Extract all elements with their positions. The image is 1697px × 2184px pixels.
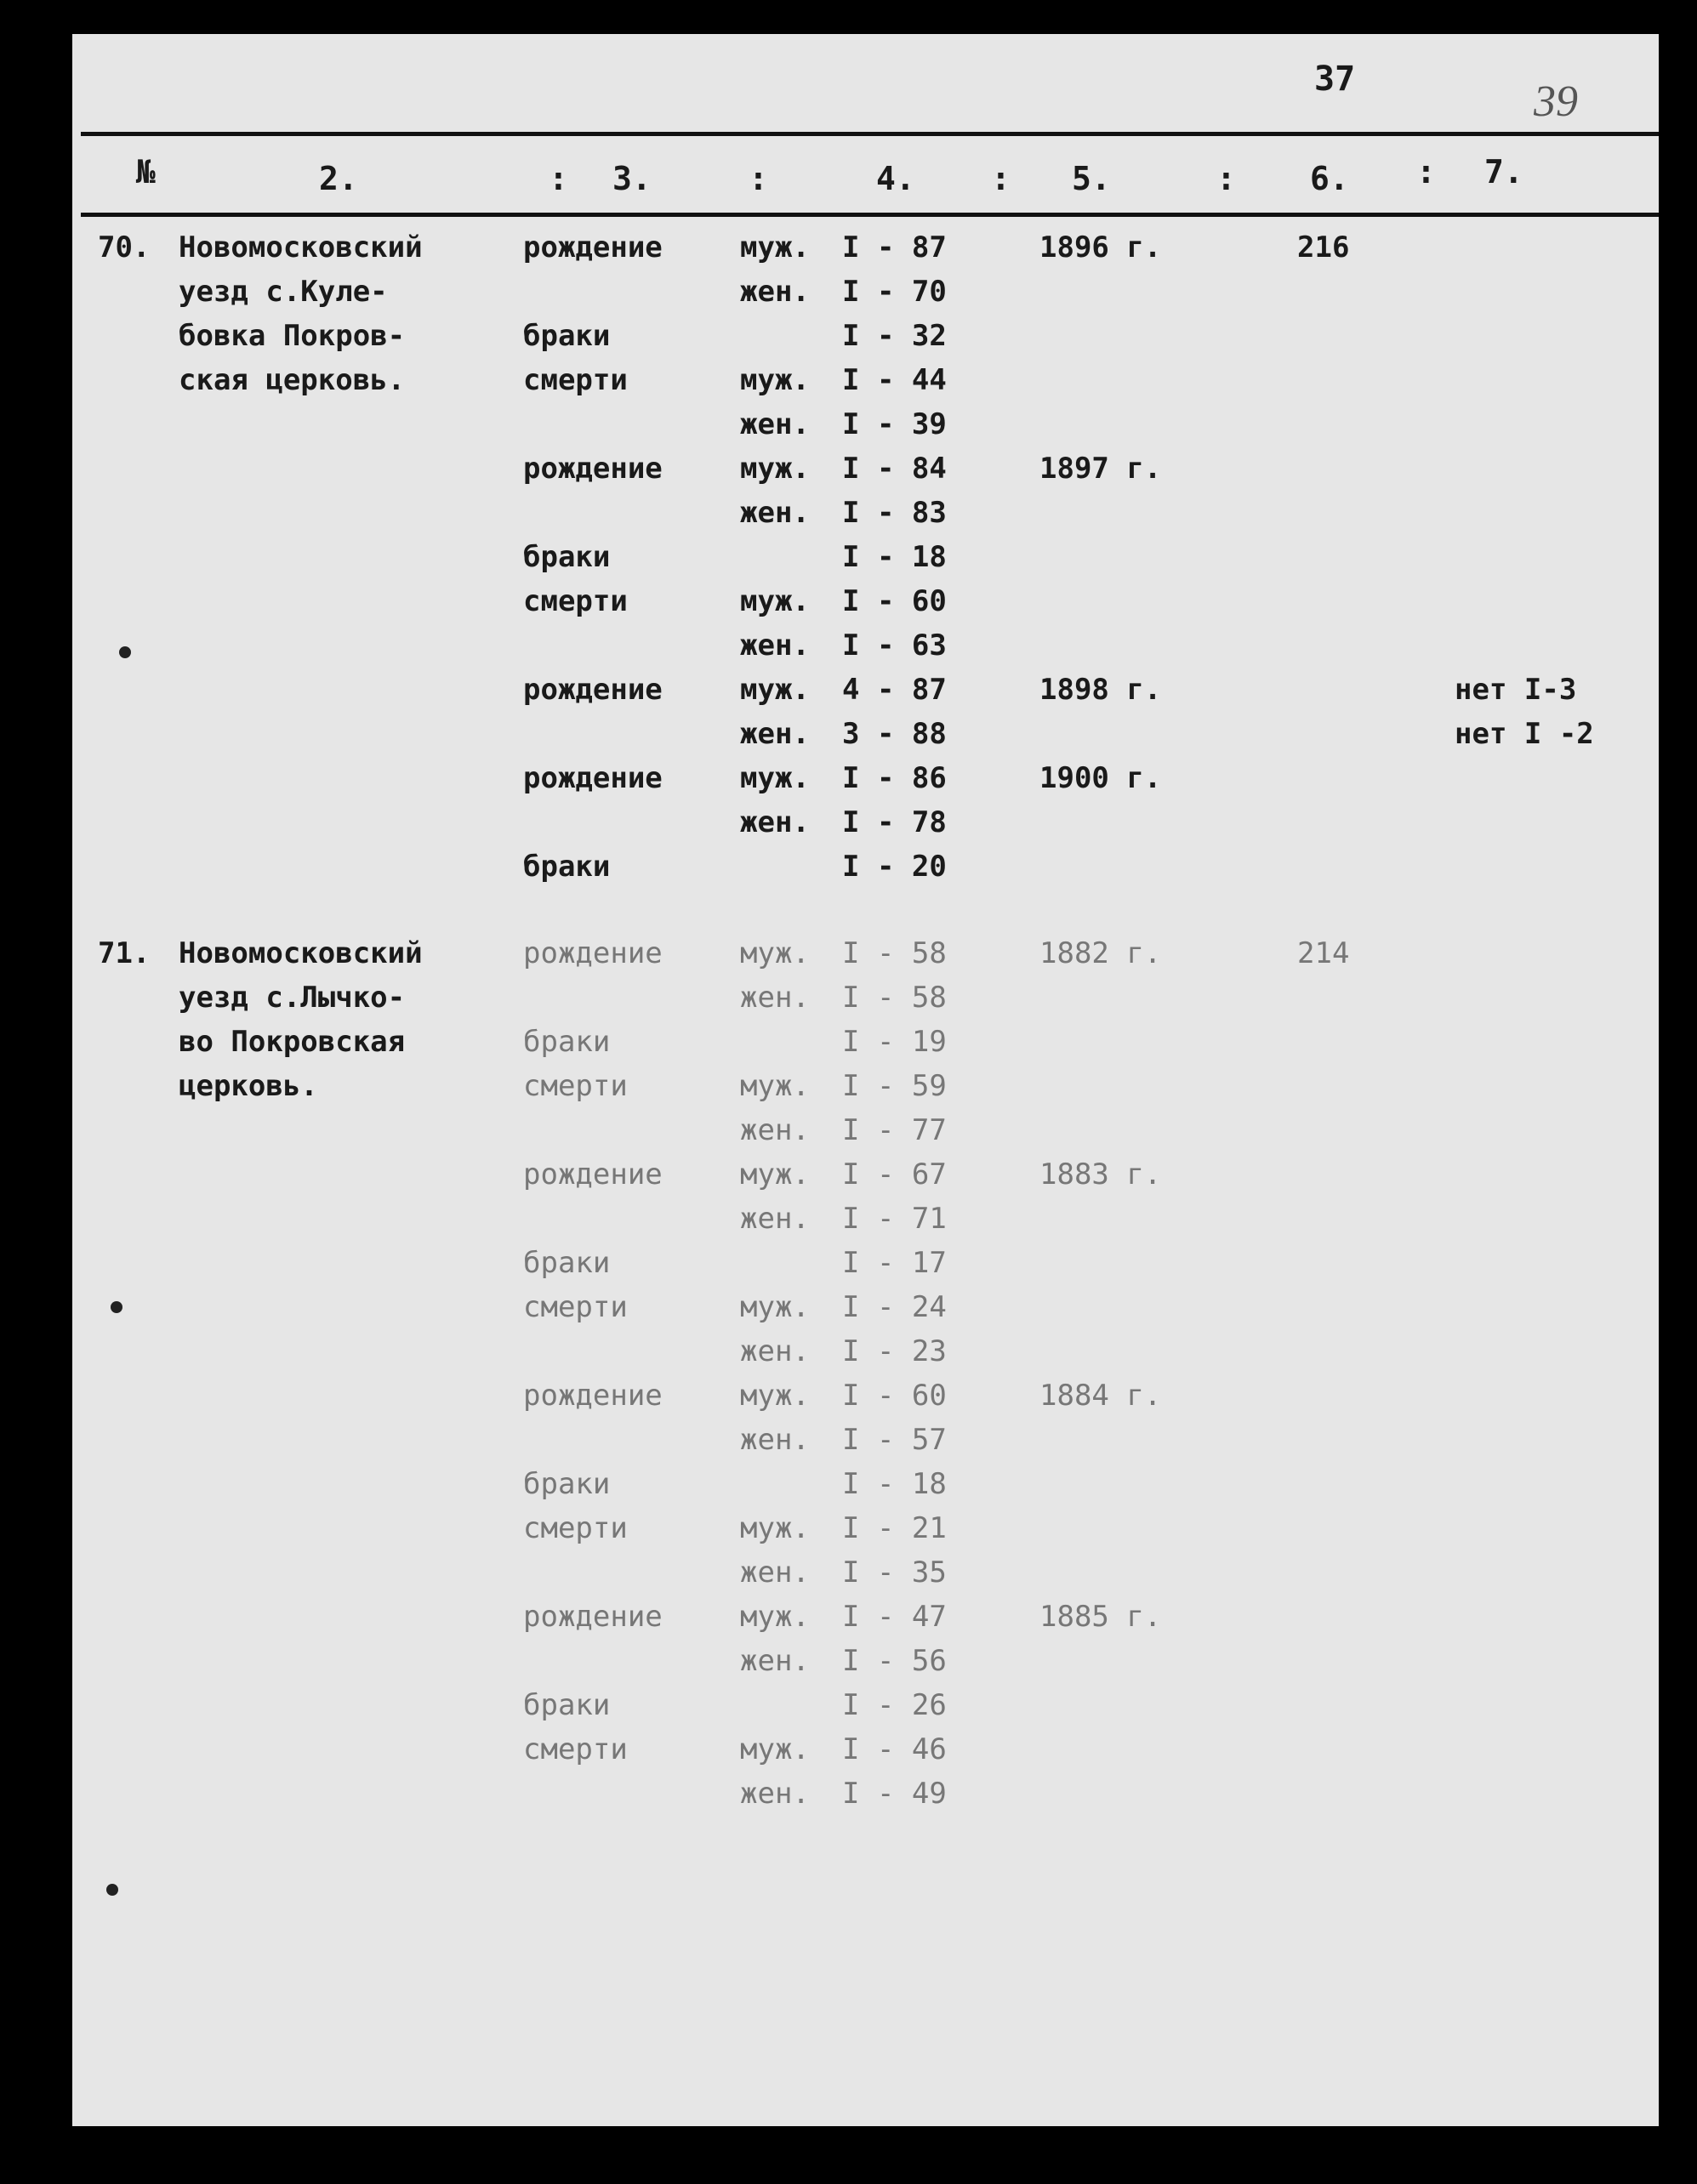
record-type: браки [523,540,611,574]
table-row [72,1329,1659,1374]
header-sep: : [1216,160,1236,197]
record-type: рождение [523,1379,663,1413]
record-type: смерти [523,1290,628,1324]
record-year: 1896 г. [1039,230,1162,264]
table-row [72,1462,1659,1506]
record-type: смерти [523,363,628,397]
record-sex: муж. [740,1511,810,1545]
record-type: рождение [523,761,663,795]
header-sep: : [1416,153,1436,191]
table-row [72,1550,1659,1595]
header-rule [81,213,1659,217]
table-row [72,270,1659,314]
record-range: I - 20 [842,850,947,884]
record-range: I - 44 [842,363,947,397]
record-range: I - 60 [842,1379,947,1413]
record-type: смерти [523,1732,628,1766]
record-range: 4 - 87 [842,673,947,707]
table-row [72,1595,1659,1639]
record-range: I - 24 [842,1290,947,1324]
table-row [72,845,1659,889]
record-range: I - 70 [842,275,947,309]
record-sex: муж. [740,230,810,264]
table-row [72,314,1659,358]
header-col2: 2. [319,160,358,197]
record-sex: жен. [740,717,810,751]
entry-number: 70. [98,230,151,264]
table-row [72,1683,1659,1727]
record-range: I - 63 [842,628,947,663]
table-row [72,975,1659,1020]
table-row [72,756,1659,800]
header-col6: 6. [1310,160,1349,197]
record-year: 1884 г. [1039,1379,1162,1413]
record-sex: муж. [740,673,810,707]
header-col5: 5. [1072,160,1111,197]
record-sex: муж. [740,1732,810,1766]
record-type: смерти [523,1511,628,1545]
record-sex: жен. [740,805,810,839]
record-sex: жен. [740,1334,810,1368]
record-year: 1900 г. [1039,761,1162,795]
header-col3: 3. [612,160,652,197]
table-row [72,623,1659,668]
ink-spot [111,1301,122,1313]
record-sex: жен. [740,407,810,441]
record-range: I - 67 [842,1157,947,1192]
record-sex: муж. [740,1600,810,1634]
header-sep: : [991,160,1011,197]
document-page [72,34,1659,2126]
header-col4: 4. [876,160,915,197]
record-type: браки [523,1467,611,1501]
top-rule [81,132,1659,136]
record-range: I - 21 [842,1511,947,1545]
header-col7: 7. [1484,153,1523,191]
table-row [72,225,1659,270]
record-sex: жен. [740,1423,810,1457]
record-range: I - 17 [842,1246,947,1280]
record-type: смерти [523,584,628,618]
table-row [72,1418,1659,1462]
record-sex: жен. [740,1556,810,1590]
corner-mark: 37 [1314,60,1356,99]
record-year: 1897 г. [1039,452,1162,486]
entry-place-line: бовка Покров- [179,319,406,353]
record-sex: муж. [740,1157,810,1192]
record-range: I - 18 [842,540,947,574]
record-sex: жен. [740,628,810,663]
table-row [72,1285,1659,1329]
table-row [72,1152,1659,1197]
record-sex: муж. [740,1290,810,1324]
record-range: I - 39 [842,407,947,441]
record-year: 1882 г. [1039,936,1162,970]
table-row [72,1772,1659,1816]
record-sex: жен. [740,1113,810,1147]
record-type: рождение [523,1600,663,1634]
record-range: I - 56 [842,1644,947,1678]
header-sep: : [549,160,568,197]
record-note: нет I-3 [1455,673,1577,707]
table-row [72,668,1659,712]
page-number: 39 [1534,77,1578,126]
table-row [72,712,1659,756]
record-sex: муж. [740,761,810,795]
record-sex: муж. [740,1379,810,1413]
record-type: рождение [523,1157,663,1192]
table-row [72,1506,1659,1550]
record-sex: жен. [740,275,810,309]
ink-spot [106,1884,118,1896]
entry-place-line: церковь. [179,1069,318,1103]
record-type: браки [523,1688,611,1722]
record-type: смерти [523,1069,628,1103]
record-sex: муж. [740,936,810,970]
record-range: 3 - 88 [842,717,947,751]
record-sex: жен. [740,496,810,530]
record-type: рождение [523,230,663,264]
header-col1: № [136,153,156,191]
ink-spot [119,646,131,658]
table-row [72,1197,1659,1241]
record-fond: 216 [1297,230,1350,264]
table-row [72,1727,1659,1772]
record-year: 1885 г. [1039,1600,1162,1634]
entry-place-line: во Покровская [179,1025,406,1059]
record-range: I - 32 [842,319,947,353]
record-range: I - 77 [842,1113,947,1147]
table-row [72,1241,1659,1285]
record-sex: муж. [740,1069,810,1103]
table-row [72,446,1659,491]
table-row [72,1064,1659,1108]
table-row [72,931,1659,975]
table-row [72,1108,1659,1152]
table-row [72,535,1659,579]
record-type: рождение [523,673,663,707]
record-range: I - 84 [842,452,947,486]
record-fond: 214 [1297,936,1350,970]
table-row [72,402,1659,446]
record-sex: муж. [740,363,810,397]
record-range: I - 23 [842,1334,947,1368]
record-range: I - 71 [842,1202,947,1236]
record-range: I - 86 [842,761,947,795]
header-sep: : [749,160,768,197]
record-range: I - 47 [842,1600,947,1634]
record-sex: муж. [740,452,810,486]
table-row [72,1374,1659,1418]
record-range: I - 58 [842,936,947,970]
record-year: 1883 г. [1039,1157,1162,1192]
record-range: I - 83 [842,496,947,530]
table-row [72,1020,1659,1064]
table-row [72,1639,1659,1683]
record-type: браки [523,850,611,884]
record-year: 1898 г. [1039,673,1162,707]
record-range: I - 87 [842,230,947,264]
record-sex: жен. [740,1644,810,1678]
table-row [72,579,1659,623]
entry-place-line: Новомосковский [179,230,423,264]
entry-number: 71. [98,936,151,970]
entry-place-line: уезд с.Куле- [179,275,388,309]
record-range: I - 78 [842,805,947,839]
entry-place-line: Новомосковский [179,936,423,970]
record-sex: жен. [740,981,810,1015]
record-note: нет I -2 [1455,717,1594,751]
table-row [72,800,1659,845]
record-type: браки [523,1246,611,1280]
record-range: I - 26 [842,1688,947,1722]
table-row [72,491,1659,535]
record-type: браки [523,1025,611,1059]
record-range: I - 46 [842,1732,947,1766]
record-type: рождение [523,936,663,970]
record-range: I - 35 [842,1556,947,1590]
entry-place-line: ская церковь. [179,363,406,397]
record-type: браки [523,319,611,353]
record-range: I - 60 [842,584,947,618]
record-sex: муж. [740,584,810,618]
record-sex: жен. [740,1777,810,1811]
record-range: I - 59 [842,1069,947,1103]
record-range: I - 49 [842,1777,947,1811]
record-range: I - 57 [842,1423,947,1457]
record-range: I - 19 [842,1025,947,1059]
record-range: I - 18 [842,1467,947,1501]
table-row [72,358,1659,402]
record-sex: жен. [740,1202,810,1236]
entry-place-line: уезд с.Лычко- [179,981,406,1015]
record-type: рождение [523,452,663,486]
record-range: I - 58 [842,981,947,1015]
